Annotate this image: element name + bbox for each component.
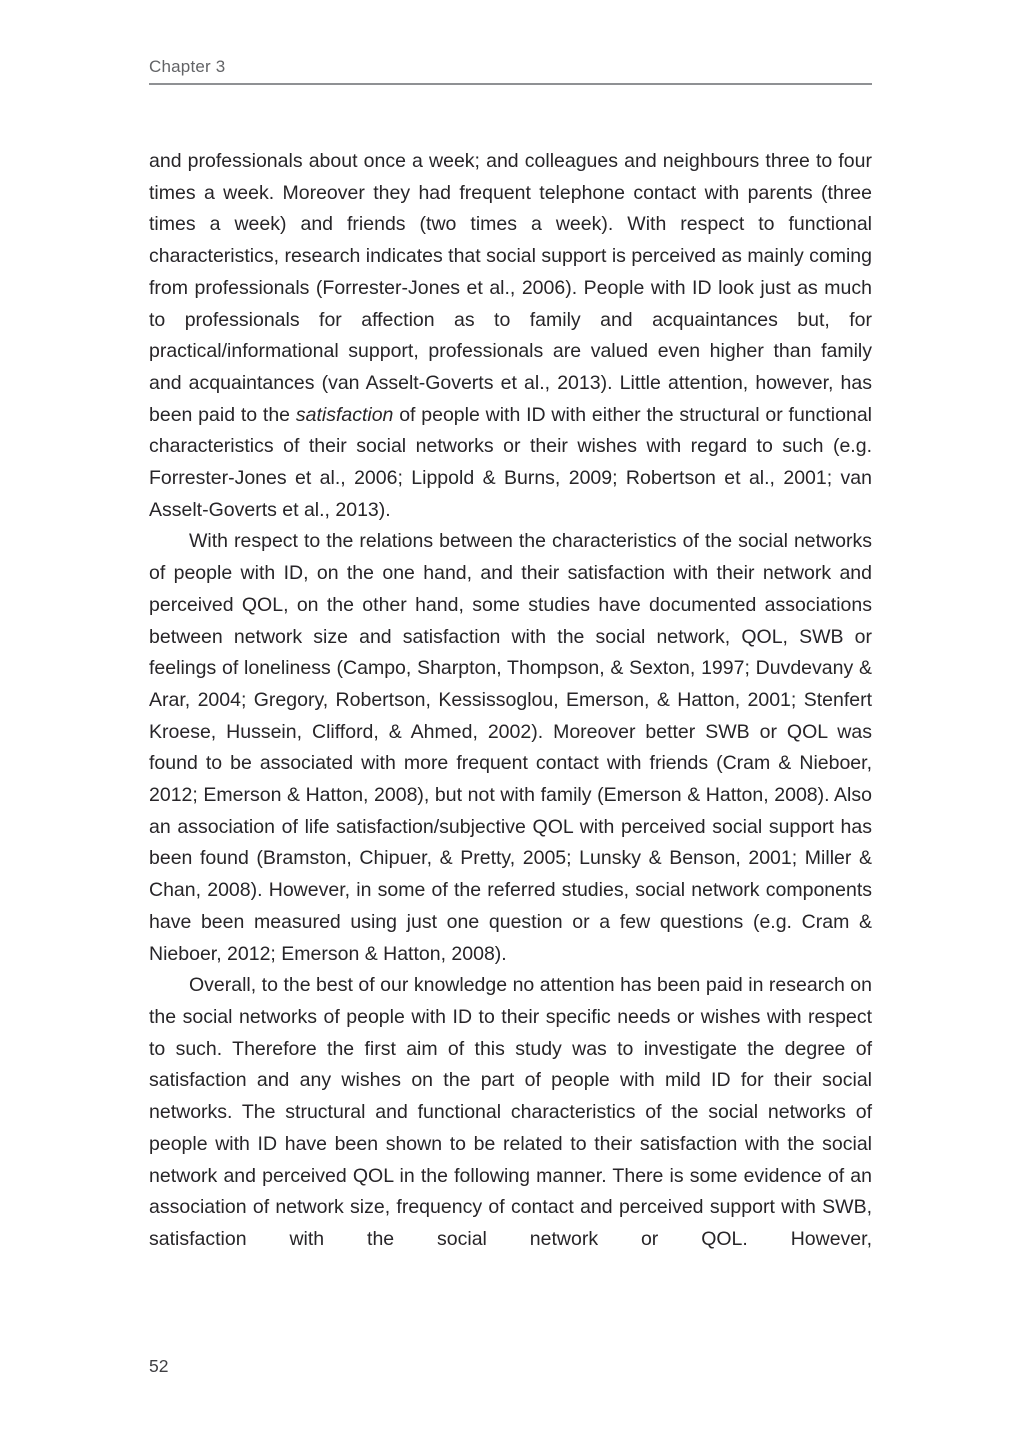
paragraph-1-text-cont: of people with ID with either the structural or functional characteristics of their social networks or their wishes with regard to such (e.g. Forrester-Jones et al., 2006; Lippold & Burns, 2009; Robertson et al., 2001; van Asselt-Goverts et al., 2013). bbox=[149, 403, 872, 521]
paragraph-3 bbox=[149, 970, 872, 1255]
paragraph-1-italic-word: satisfaction bbox=[295, 403, 394, 426]
page-number: 52 bbox=[149, 1356, 169, 1376]
paragraph-2-text: With respect to the relations between the characteristics of the social networks of people with ID, on the one hand, and their satisfaction with their network and perceived QOL, on the other hand, some studies have documented associations between network size and satisfaction with the social network, QOL, SWB or feelings of loneliness (Campo, Sharpton, Thompson, & Sexton, 1997; Duvdevany & Arar, 2004; Gregory, Robertson, Kessissoglou, Emerson, & Hatton, 2001; Stenfert Kroese, Hussein, Clifford, & Ahmed, 2002). Moreover better SWB or QOL was found to be associated with more frequent contact with friends (Cram & Nieboer, 2012; Emerson & Hatton, 2008), but not with family (Emerson & Hatton, 2008). Also an association of life satisfaction/subjective QOL with perceived social support has been found (Bramston, Chipuer, & Pretty, 2005; Lunsky & Benson, 2001; Miller & Chan, 2008). However, in some of the referred studies, social network components have been measured using just one question or a few questions (e.g. Cram & Nieboer, 2012; Emerson & Hatton, 2008). bbox=[149, 530, 872, 965]
running-head bbox=[149, 58, 872, 85]
paragraph-1-text: and professionals about once a week; and colleagues and neighbours three to four times a week. Moreover they had frequent telephone contact with parents (three times a week) and friends (two times a week). With respect to functional characteristics, research indicates that social support is perceived as mainly coming from professionals (Forrester-Jones et al., 2006). People with ID look just as much to professionals for affection as to family and acquaintances but, for practical/informational support, professionals are valued even higher than family and acquaintances (van Asselt-Goverts et al., 2013). Little attention, however, has been paid to the bbox=[149, 150, 872, 426]
paragraph-2 bbox=[149, 526, 872, 970]
paragraph-1 bbox=[149, 146, 872, 526]
paragraph-3-text: Overall, to the best of our knowledge no attention has been paid in research on the social networks of people with ID to their specific needs or wishes with respect to such. Therefore the first aim of this study was to investigate the degree of satisfaction and any wishes on the part of people with mild ID for their social networks. The structural and functional characteristics of the social networks of people with ID have been shown to be related to their satisfaction with the social network and perceived QOL in the following manner. There is some evidence of an association of network size, frequency of contact and perceived support with SWB, satisfaction with the social network or QOL. However, bbox=[149, 974, 872, 1250]
chapter-title: Chapter 3 bbox=[149, 57, 226, 76]
body-text bbox=[149, 146, 872, 1256]
